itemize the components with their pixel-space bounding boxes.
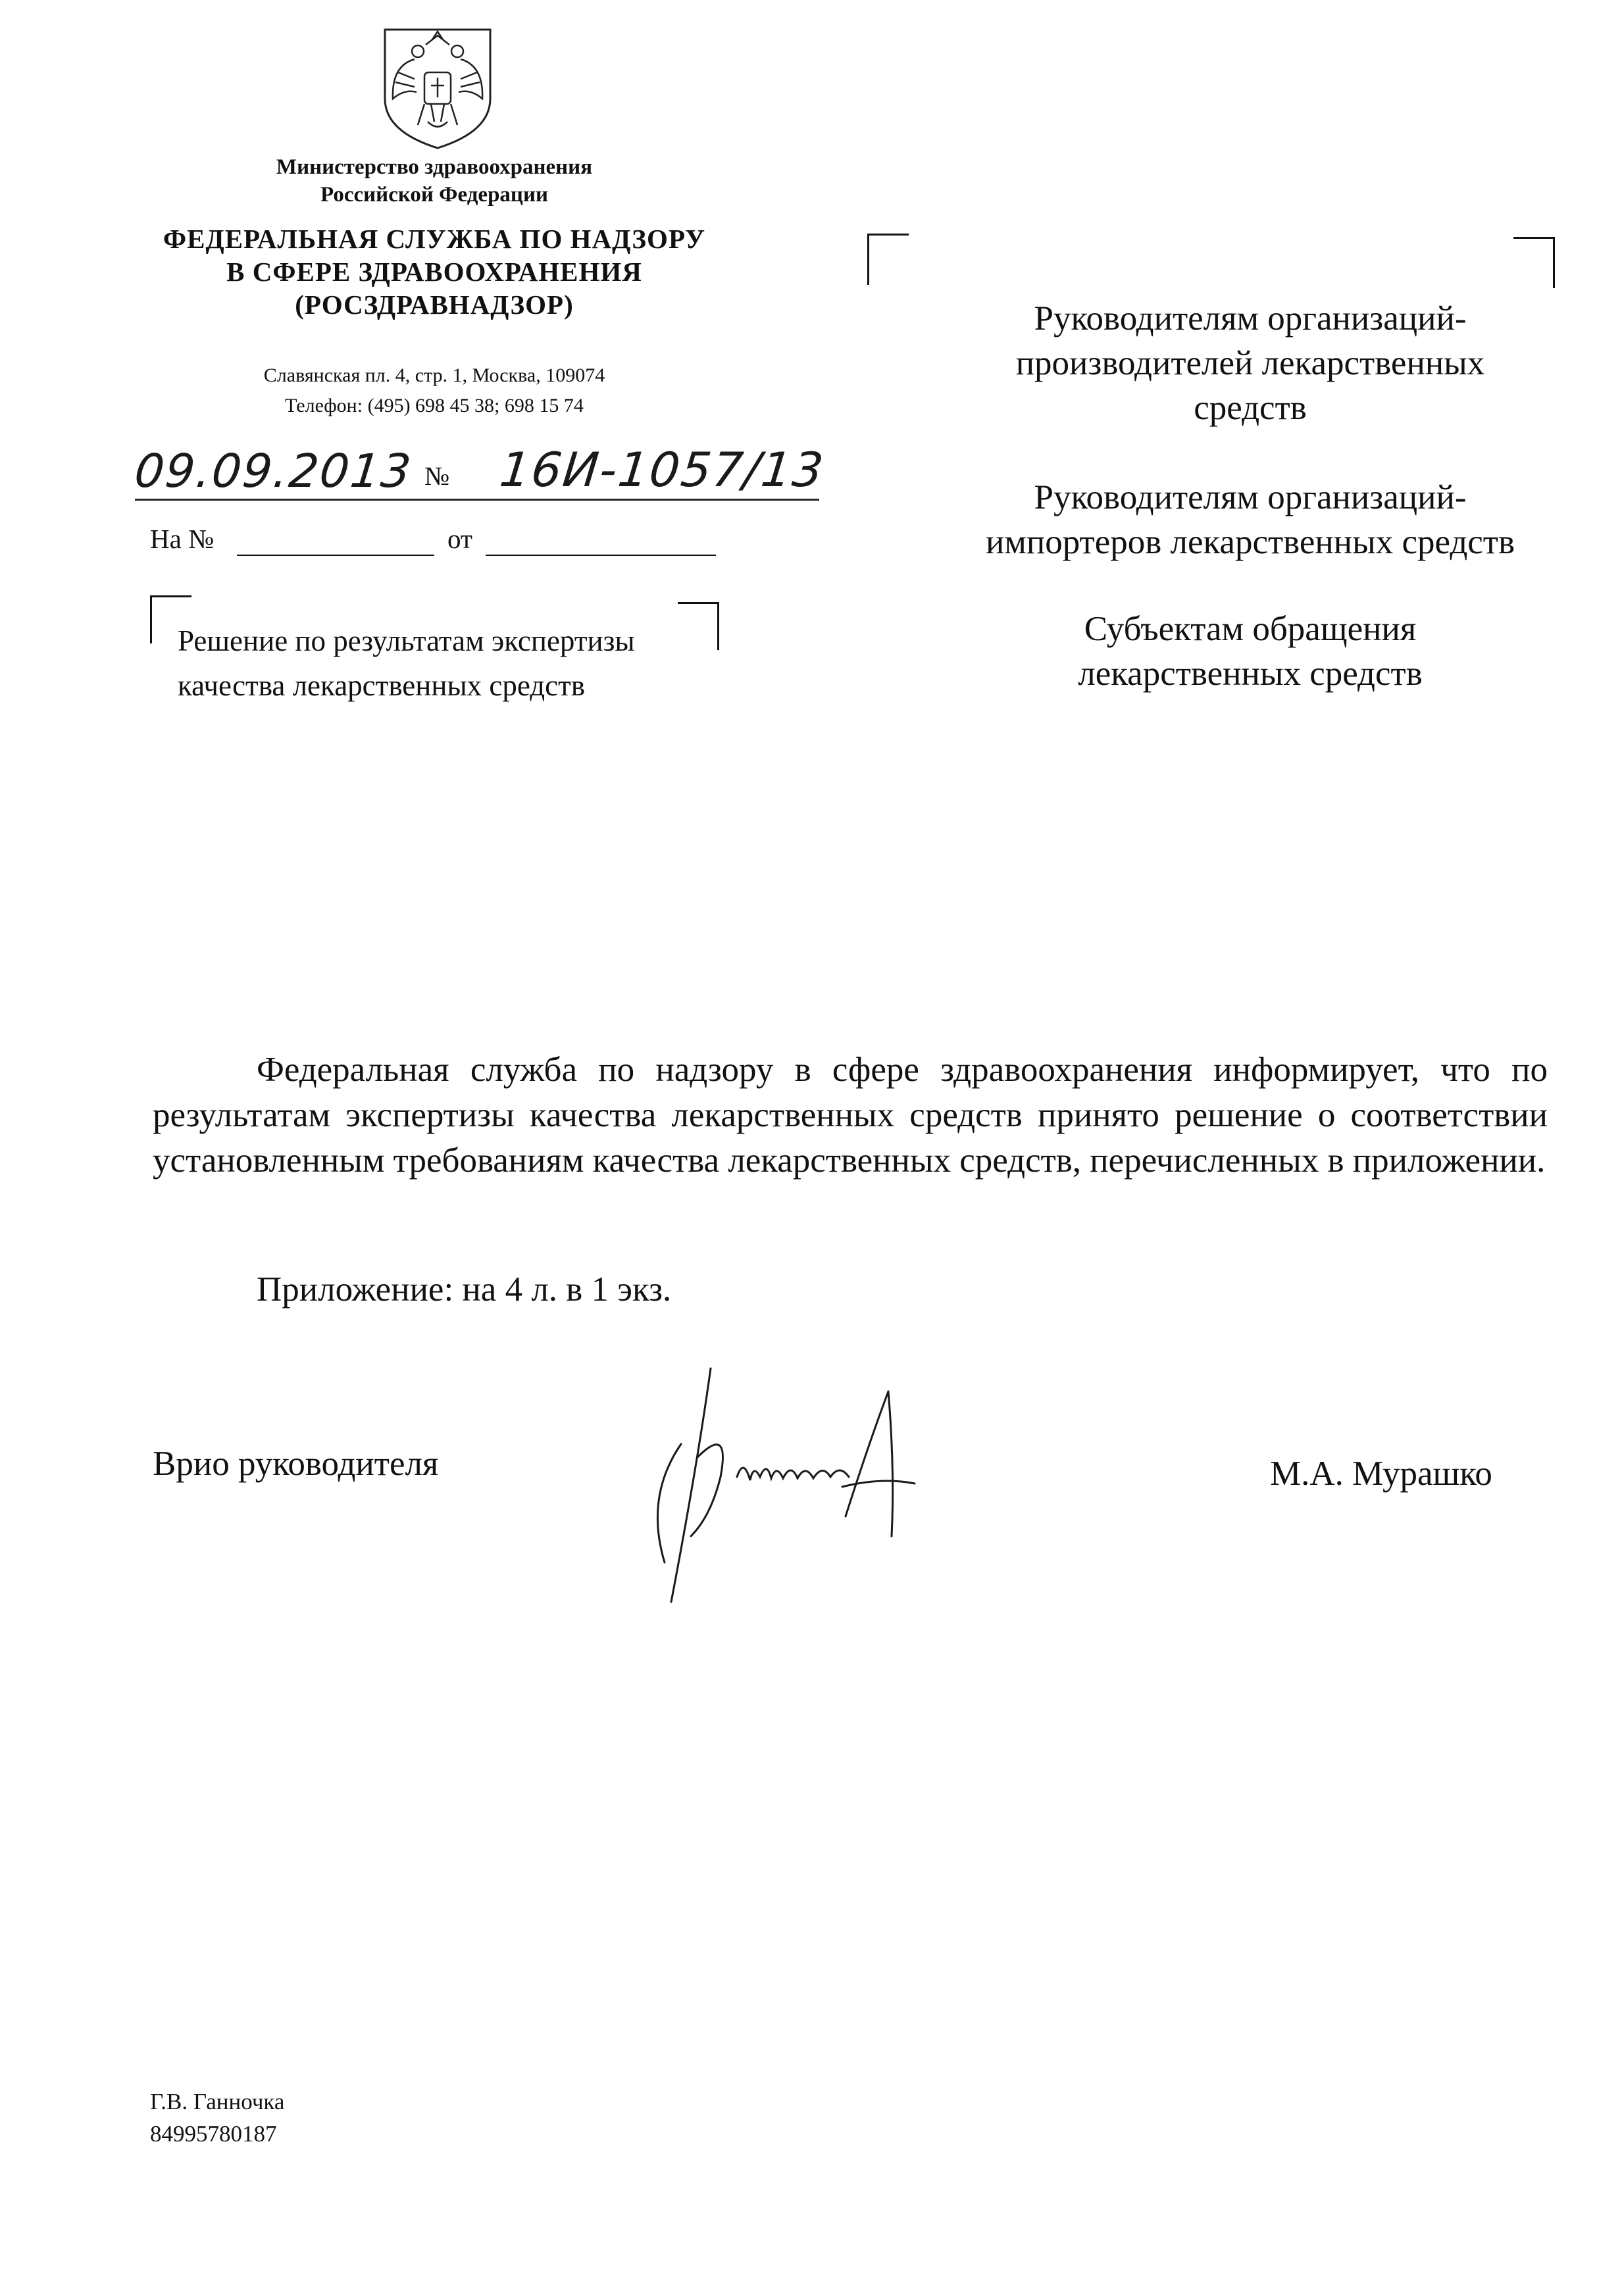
registration-number: 16И-1057/13 xyxy=(497,442,827,497)
recipient-line: Субъектам обращения xyxy=(1084,610,1417,648)
registration-underline xyxy=(135,499,819,501)
body-paragraph: Федеральная служба по надзору в сфере здравоохранения информирует, что по результатам экспертизы качества лекарственных средств принято решение о соответствии установленным требованиям качества лекарственных средств, перечисленных в приложении. xyxy=(153,1051,1548,1180)
service-line-2: В СФЕРЕ ЗДРАВООХРАНЕНИЯ xyxy=(226,257,642,287)
reference-date-label: от xyxy=(447,524,472,554)
letter-body xyxy=(153,1047,1548,1184)
service-line-3: (РОСЗДРАВНАДЗОР) xyxy=(295,289,574,320)
phone: Телефон: (495) 698 45 38; 698 15 74 xyxy=(285,395,584,416)
contact-info xyxy=(158,361,711,421)
recipient-line: лекарственных средств xyxy=(1078,655,1423,693)
recipient-group-producers xyxy=(921,296,1579,430)
executor-info xyxy=(150,2085,284,2150)
recipient-line: Руководителям организаций- xyxy=(1034,478,1467,516)
recipient-line: импортеров лекарственных средств xyxy=(985,523,1515,561)
address: Славянская пл. 4, стр. 1, Москва, 109074 xyxy=(263,364,605,386)
service-name xyxy=(105,222,763,321)
subject-line-1: Решение по результатам экспертизы xyxy=(178,624,635,657)
reference-number-label: На № xyxy=(150,524,215,554)
subject-line-2: качества лекарственных средств xyxy=(178,669,586,702)
ministry-line-1: Министерство здравоохранения xyxy=(276,155,593,179)
recipient-group-importers xyxy=(921,475,1579,564)
signatory-name: М.А. Мурашко xyxy=(1270,1455,1492,1493)
registration-number-label: № xyxy=(424,461,450,491)
reference-number-line xyxy=(237,555,434,556)
subject xyxy=(178,618,704,708)
signatory-position: Врио руководителя xyxy=(153,1445,439,1483)
service-line-1: ФЕДЕРАЛЬНАЯ СЛУЖБА ПО НАДЗОРУ xyxy=(163,224,706,254)
coat-of-arms-icon xyxy=(378,26,497,151)
recipient-line: средств xyxy=(1194,389,1307,427)
executor-phone: 84995780187 xyxy=(150,2121,277,2147)
ministry-line-2: Российской Федерации xyxy=(320,183,548,207)
recipient-group-subjects xyxy=(921,607,1579,696)
executor-name: Г.В. Ганночка xyxy=(150,2089,285,2114)
reference-date-line xyxy=(486,555,716,556)
registration-date: 09.09.2013 xyxy=(132,444,415,498)
handwritten-signature-icon xyxy=(619,1365,948,1628)
recipient-line: Руководителям организаций- xyxy=(1034,299,1467,337)
recipient-bracket-left xyxy=(867,234,909,285)
appendix-note: Приложение: на 4 л. в 1 экз. xyxy=(257,1270,672,1309)
recipient-bracket-right xyxy=(1513,237,1555,288)
recipient-line: производителей лекарственных xyxy=(1015,344,1485,382)
ministry-name xyxy=(158,153,711,209)
